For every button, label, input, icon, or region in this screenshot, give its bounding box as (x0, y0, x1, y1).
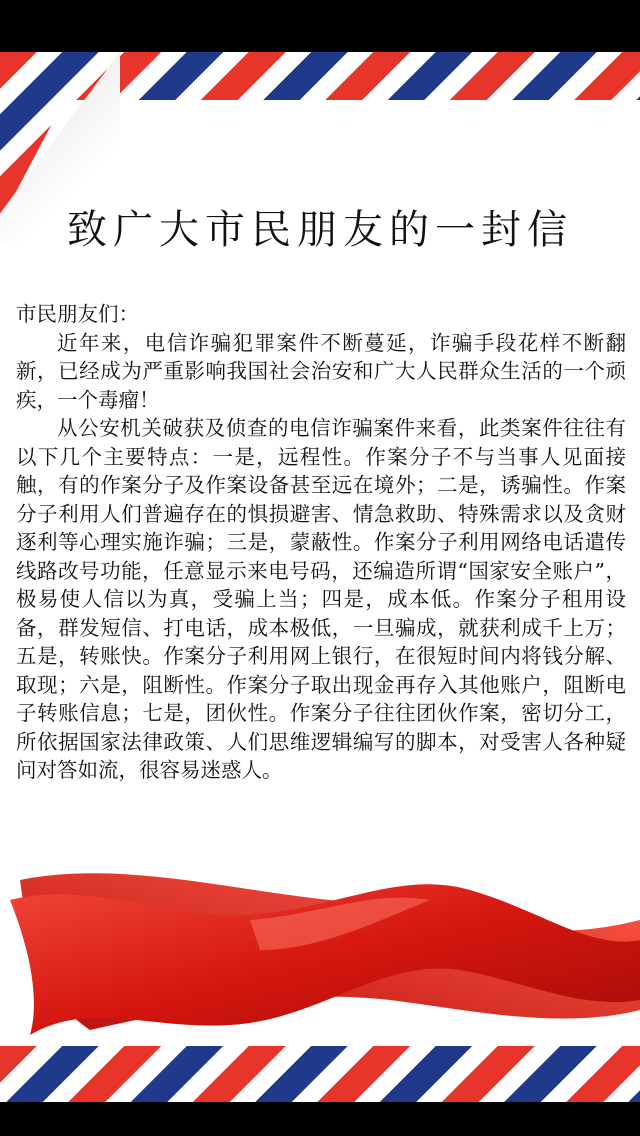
letter-body (16, 300, 626, 785)
letter-greeting: 市民朋友们： (16, 302, 139, 326)
top-black-bar (0, 0, 640, 52)
airmail-stripe-bottom (0, 1046, 640, 1102)
bottom-black-bar (0, 1102, 640, 1136)
letter-paragraph-1: 近年来，电信诈骗犯罪案件不断蔓延，诈骗手段花样不断翻新，已经成为严重影响我国社会治安和广大人民群众生活的一个顽疾，一个毒瘤！ (16, 330, 626, 412)
letter-paragraph-2: 从公安机关破获及侦查的电信诈骗案件来看，此类案件往往有以下几个主要特点：一是，远程性。作案分子不与当事人见面接触，有的作案分子及作案设备甚至远在境外；二是，诱骗性。作案分子利用人们普遍存在的惧损避害、情急救助、特殊需求以及贪财逐利等心理实施诈骗；三是，蒙蔽性。作案分子利用网络电话遣传线路改号功能，任意显示来电号码，还编造所谓“国家安全账户”，极易使人信以为真，受骗上当；四是，成本低。作案分子租用设备，群发短信、打电话，成本极低，一旦骗成，就获利成千上万；五是，转账快。作案分子利用网上银行，在很短时间内将钱分解、取现；六是，阻断性。作案分子取出现金再存入其他账户，阻断电子转账信息；七是，团伙性。作案分子往往团伙作案，密切分工，所依据国家法律政策、人们思维逻辑编写的脚本，对受害人各种疑问对答如流，很容易迷惑人。 (16, 416, 626, 782)
letter-title: 致广大市民朋友的一封信 (67, 207, 573, 253)
red-ribbon-decoration (0, 860, 640, 1050)
